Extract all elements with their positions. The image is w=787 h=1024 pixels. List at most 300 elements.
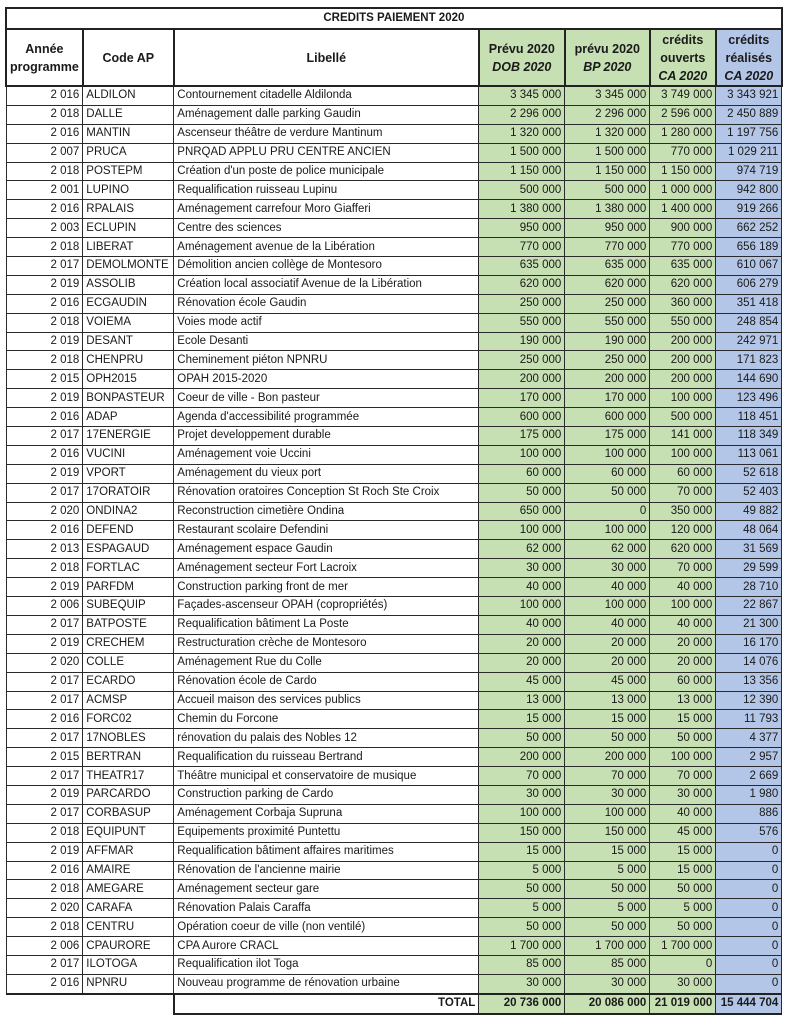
cell-bp: 170 000 [565, 389, 650, 408]
cell-libelle: Restaurant scolaire Defendini [174, 521, 479, 540]
cell-libelle: Ascenseur théâtre de verdure Mantinum [174, 124, 479, 143]
cell-bp: 175 000 [565, 427, 650, 446]
cell-year: 2 017 [6, 804, 83, 823]
header-dob-line1: Prévu 2020 [488, 41, 555, 56]
cell-ouverts: 40 000 [650, 804, 716, 823]
table-row [6, 653, 782, 672]
cell-ouverts: 141 000 [650, 427, 716, 446]
cell-ouverts: 350 000 [650, 502, 716, 521]
cell-ouverts: 13 000 [650, 691, 716, 710]
table-row [6, 974, 782, 993]
table-row [6, 634, 782, 653]
header-dob-line2: DOB 2020 [492, 59, 552, 74]
cell-ouverts: 5 000 [650, 899, 716, 918]
cell-ouverts: 20 000 [650, 653, 716, 672]
cell-year: 2 017 [6, 427, 83, 446]
cell-year: 2 016 [6, 86, 83, 105]
cell-code: DEFEND [83, 521, 174, 540]
cell-ouverts: 500 000 [650, 408, 716, 427]
cell-year: 2 018 [6, 918, 83, 937]
cell-code: EQUIPUNT [83, 823, 174, 842]
cell-bp: 3 345 000 [565, 86, 650, 105]
cell-bp: 250 000 [565, 351, 650, 370]
cell-realises: 3 343 921 [716, 86, 782, 105]
cell-code: CENTRU [83, 918, 174, 937]
table-row [6, 861, 782, 880]
table-row [6, 464, 782, 483]
cell-dob: 100 000 [479, 445, 565, 464]
table-row [6, 143, 782, 162]
cell-code: LIBERAT [83, 238, 174, 257]
cell-dob: 30 000 [479, 974, 565, 993]
cell-realises: 118 349 [716, 427, 782, 446]
cell-code: ESPAGAUD [83, 540, 174, 559]
cell-dob: 770 000 [479, 238, 565, 257]
cell-libelle: Nouveau programme de rénovation urbaine [174, 974, 479, 993]
cell-code: COLLE [83, 653, 174, 672]
header-realises-line3: CA 2020 [724, 68, 774, 83]
cell-code: CORBASUP [83, 804, 174, 823]
cell-libelle: Accueil maison des services publics [174, 691, 479, 710]
cell-libelle: Coeur de ville - Bon pasteur [174, 389, 479, 408]
cell-bp: 5 000 [565, 861, 650, 880]
cell-ouverts: 900 000 [650, 219, 716, 238]
cell-realises: 1 029 211 [716, 143, 782, 162]
cell-year: 2 017 [6, 955, 83, 974]
cell-bp: 1 500 000 [565, 143, 650, 162]
table-row [6, 86, 782, 105]
table-row [6, 389, 782, 408]
cell-ouverts: 360 000 [650, 294, 716, 313]
cell-code: CPAURORE [83, 937, 174, 956]
cell-realises: 0 [716, 880, 782, 899]
table-row [6, 294, 782, 313]
table-row [6, 785, 782, 804]
table-row [6, 275, 782, 294]
cell-ouverts: 100 000 [650, 445, 716, 464]
cell-ouverts: 120 000 [650, 521, 716, 540]
cell-code: BONPASTEUR [83, 389, 174, 408]
header-ouverts-line2: ouverts [660, 50, 706, 65]
credits-table [5, 7, 783, 1015]
header-year-line2: programme [10, 59, 79, 74]
cell-libelle: Requalification ruisseau Lupinu [174, 181, 479, 200]
table-row [6, 615, 782, 634]
cell-libelle: Rénovation Palais Caraffa [174, 899, 479, 918]
cell-realises: 351 418 [716, 294, 782, 313]
cell-libelle: Cheminement piéton NPNRU [174, 351, 479, 370]
cell-code: 17ORATOIR [83, 483, 174, 502]
cell-realises: 12 390 [716, 691, 782, 710]
cell-bp: 15 000 [565, 710, 650, 729]
header-year-line1: Année [25, 41, 64, 56]
cell-year: 2 006 [6, 597, 83, 616]
header-code: Code AP [83, 29, 174, 86]
cell-libelle: Centre des sciences [174, 219, 479, 238]
cell-realises: 0 [716, 899, 782, 918]
cell-ouverts: 60 000 [650, 464, 716, 483]
cell-libelle: CPA Aurore CRACL [174, 937, 479, 956]
cell-realises: 29 599 [716, 559, 782, 578]
cell-ouverts: 1 700 000 [650, 937, 716, 956]
cell-year: 2 019 [6, 578, 83, 597]
cell-libelle: OPAH 2015-2020 [174, 370, 479, 389]
cell-ouverts: 0 [650, 955, 716, 974]
cell-libelle: Contournement citadelle Aldilonda [174, 86, 479, 105]
cell-realises: 0 [716, 842, 782, 861]
cell-bp: 950 000 [565, 219, 650, 238]
cell-ouverts: 15 000 [650, 842, 716, 861]
cell-code: ECLUPIN [83, 219, 174, 238]
cell-libelle: Requalification ilot Toga [174, 955, 479, 974]
cell-libelle: PNRQAD APPLU PRU CENTRE ANCIEN [174, 143, 479, 162]
cell-code: MANTIN [83, 124, 174, 143]
cell-bp: 635 000 [565, 257, 650, 276]
cell-code: OPH2015 [83, 370, 174, 389]
cell-year: 2 015 [6, 748, 83, 767]
cell-code: ECARDO [83, 672, 174, 691]
cell-realises: 0 [716, 974, 782, 993]
table-row [6, 105, 782, 124]
cell-year: 2 020 [6, 899, 83, 918]
cell-dob: 2 296 000 [479, 105, 565, 124]
total-label: TOTAL [174, 994, 479, 1014]
cell-bp: 250 000 [565, 294, 650, 313]
cell-dob: 1 700 000 [479, 937, 565, 956]
cell-ouverts: 620 000 [650, 540, 716, 559]
cell-year: 2 018 [6, 313, 83, 332]
cell-realises: 610 067 [716, 257, 782, 276]
header-row [6, 29, 782, 86]
cell-libelle: Aménagement secteur Fort Lacroix [174, 559, 479, 578]
cell-year: 2 019 [6, 275, 83, 294]
cell-ouverts: 100 000 [650, 597, 716, 616]
cell-code: AFFMAR [83, 842, 174, 861]
cell-libelle: Construction parking de Cardo [174, 785, 479, 804]
cell-year: 2 018 [6, 238, 83, 257]
cell-libelle: Projet developpement durable [174, 427, 479, 446]
cell-bp: 13 000 [565, 691, 650, 710]
cell-dob: 62 000 [479, 540, 565, 559]
header-bp [565, 29, 650, 86]
cell-bp: 1 320 000 [565, 124, 650, 143]
cell-dob: 175 000 [479, 427, 565, 446]
table-row [6, 880, 782, 899]
header-ouverts [650, 29, 716, 86]
cell-realises: 0 [716, 918, 782, 937]
cell-year: 2 006 [6, 937, 83, 956]
cell-dob: 20 000 [479, 653, 565, 672]
cell-ouverts: 100 000 [650, 748, 716, 767]
cell-ouverts: 100 000 [650, 389, 716, 408]
cell-ouverts: 2 596 000 [650, 105, 716, 124]
cell-dob: 60 000 [479, 464, 565, 483]
cell-bp: 30 000 [565, 559, 650, 578]
table-row [6, 767, 782, 786]
cell-code: DESANT [83, 332, 174, 351]
cell-realises: 656 189 [716, 238, 782, 257]
cell-ouverts: 770 000 [650, 238, 716, 257]
cell-ouverts: 30 000 [650, 974, 716, 993]
cell-libelle: Construction parking front de mer [174, 578, 479, 597]
cell-realises: 21 300 [716, 615, 782, 634]
cell-ouverts: 200 000 [650, 351, 716, 370]
table-row [6, 729, 782, 748]
cell-dob: 550 000 [479, 313, 565, 332]
total-realises: 15 444 704 [716, 994, 782, 1014]
cell-ouverts: 550 000 [650, 313, 716, 332]
cell-dob: 1 380 000 [479, 200, 565, 219]
cell-code: FORTLAC [83, 559, 174, 578]
cell-year: 2 016 [6, 124, 83, 143]
cell-code: ADAP [83, 408, 174, 427]
cell-ouverts: 50 000 [650, 880, 716, 899]
cell-ouverts: 620 000 [650, 275, 716, 294]
cell-realises: 576 [716, 823, 782, 842]
cell-bp: 150 000 [565, 823, 650, 842]
cell-bp: 190 000 [565, 332, 650, 351]
cell-libelle: Démolition ancien collège de Montesoro [174, 257, 479, 276]
cell-year: 2 016 [6, 710, 83, 729]
table-row [6, 823, 782, 842]
cell-code: DEMOLMONTE [83, 257, 174, 276]
cell-realises: 886 [716, 804, 782, 823]
cell-realises: 1 980 [716, 785, 782, 804]
cell-dob: 950 000 [479, 219, 565, 238]
cell-realises: 11 793 [716, 710, 782, 729]
cell-code: ACMSP [83, 691, 174, 710]
header-bp-line2: BP 2020 [583, 59, 632, 74]
header-year [6, 29, 83, 86]
cell-dob: 620 000 [479, 275, 565, 294]
cell-dob: 20 000 [479, 634, 565, 653]
cell-realises: 2 957 [716, 748, 782, 767]
cell-bp: 1 700 000 [565, 937, 650, 956]
cell-ouverts: 20 000 [650, 634, 716, 653]
table-row [6, 918, 782, 937]
cell-libelle: Opération coeur de ville (non ventilé) [174, 918, 479, 937]
table-row [6, 804, 782, 823]
table-row [6, 937, 782, 956]
cell-code: FORC02 [83, 710, 174, 729]
cell-code: THEATR17 [83, 767, 174, 786]
cell-bp: 100 000 [565, 597, 650, 616]
cell-year: 2 016 [6, 861, 83, 880]
cell-year: 2 001 [6, 181, 83, 200]
cell-realises: 919 266 [716, 200, 782, 219]
cell-ouverts: 1 400 000 [650, 200, 716, 219]
cell-bp: 50 000 [565, 918, 650, 937]
table-row [6, 691, 782, 710]
cell-code: RPALAIS [83, 200, 174, 219]
cell-code: AMAIRE [83, 861, 174, 880]
cell-bp: 770 000 [565, 238, 650, 257]
cell-bp: 20 000 [565, 634, 650, 653]
cell-dob: 30 000 [479, 785, 565, 804]
cell-dob: 100 000 [479, 804, 565, 823]
cell-ouverts: 40 000 [650, 578, 716, 597]
table-row [6, 955, 782, 974]
cell-bp: 100 000 [565, 521, 650, 540]
cell-code: CARAFA [83, 899, 174, 918]
table-body [6, 86, 782, 994]
cell-bp: 50 000 [565, 729, 650, 748]
header-ouverts-line3: CA 2020 [658, 68, 708, 83]
table-row [6, 559, 782, 578]
cell-ouverts: 3 749 000 [650, 86, 716, 105]
cell-bp: 550 000 [565, 313, 650, 332]
cell-ouverts: 30 000 [650, 785, 716, 804]
header-ouverts-line1: crédits [662, 32, 704, 47]
table-row [6, 313, 782, 332]
cell-libelle: rénovation du palais des Nobles 12 [174, 729, 479, 748]
table-row [6, 445, 782, 464]
cell-dob: 1 150 000 [479, 162, 565, 181]
cell-libelle: Rénovation oratoires Conception St Roch Ste Croix [174, 483, 479, 502]
cell-realises: 0 [716, 861, 782, 880]
cell-realises: 2 669 [716, 767, 782, 786]
cell-year: 2 019 [6, 389, 83, 408]
table-row [6, 162, 782, 181]
cell-bp: 620 000 [565, 275, 650, 294]
header-realises-line2: réalisés [725, 50, 773, 65]
cell-libelle: Aménagement carrefour Moro Giafferi [174, 200, 479, 219]
cell-year: 2 016 [6, 200, 83, 219]
cell-year: 2 018 [6, 162, 83, 181]
table-row [6, 351, 782, 370]
cell-realises: 248 854 [716, 313, 782, 332]
cell-realises: 22 867 [716, 597, 782, 616]
total-bp: 20 086 000 [565, 994, 650, 1014]
cell-libelle: Façades-ascenseur OPAH (copropriétés) [174, 597, 479, 616]
cell-dob: 5 000 [479, 861, 565, 880]
table-row [6, 748, 782, 767]
cell-code: ECGAUDIN [83, 294, 174, 313]
cell-libelle: Aménagement du vieux port [174, 464, 479, 483]
cell-realises: 2 450 889 [716, 105, 782, 124]
cell-libelle: Voies mode actif [174, 313, 479, 332]
cell-libelle: Rénovation école de Cardo [174, 672, 479, 691]
cell-dob: 100 000 [479, 597, 565, 616]
cell-year: 2 017 [6, 615, 83, 634]
cell-dob: 15 000 [479, 842, 565, 861]
header-bp-line1: prévu 2020 [574, 41, 640, 56]
cell-dob: 170 000 [479, 389, 565, 408]
cell-libelle: Restructuration crèche de Montesoro [174, 634, 479, 653]
table-row [6, 332, 782, 351]
cell-dob: 30 000 [479, 559, 565, 578]
header-realises [716, 29, 782, 86]
cell-code: SUBEQUIP [83, 597, 174, 616]
cell-ouverts: 40 000 [650, 615, 716, 634]
cell-bp: 200 000 [565, 370, 650, 389]
cell-bp: 5 000 [565, 899, 650, 918]
cell-realises: 31 569 [716, 540, 782, 559]
cell-bp: 1 150 000 [565, 162, 650, 181]
cell-bp: 200 000 [565, 748, 650, 767]
total-ouverts: 21 019 000 [650, 994, 716, 1014]
table-row [6, 124, 782, 143]
cell-dob: 50 000 [479, 729, 565, 748]
cell-libelle: Reconstruction cimetière Ondina [174, 502, 479, 521]
cell-dob: 635 000 [479, 257, 565, 276]
cell-code: PRUCA [83, 143, 174, 162]
cell-year: 2 016 [6, 974, 83, 993]
cell-bp: 0 [565, 502, 650, 521]
cell-dob: 250 000 [479, 351, 565, 370]
cell-realises: 13 356 [716, 672, 782, 691]
header-realises-line1: crédits [728, 32, 770, 47]
cell-libelle: Aménagement Rue du Colle [174, 653, 479, 672]
table-row [6, 710, 782, 729]
table-row [6, 578, 782, 597]
cell-year: 2 018 [6, 559, 83, 578]
cell-year: 2 019 [6, 842, 83, 861]
cell-bp: 45 000 [565, 672, 650, 691]
cell-realises: 1 197 756 [716, 124, 782, 143]
cell-realises: 0 [716, 955, 782, 974]
cell-year: 2 019 [6, 464, 83, 483]
cell-bp: 40 000 [565, 615, 650, 634]
cell-dob: 50 000 [479, 918, 565, 937]
cell-bp: 50 000 [565, 483, 650, 502]
cell-year: 2 016 [6, 408, 83, 427]
cell-bp: 20 000 [565, 653, 650, 672]
cell-code: VPORT [83, 464, 174, 483]
cell-realises: 123 496 [716, 389, 782, 408]
cell-bp: 100 000 [565, 445, 650, 464]
cell-realises: 974 719 [716, 162, 782, 181]
cell-realises: 0 [716, 937, 782, 956]
table-row [6, 370, 782, 389]
cell-libelle: Aménagement espace Gaudin [174, 540, 479, 559]
table-row [6, 427, 782, 446]
cell-code: NPNRU [83, 974, 174, 993]
cell-code: VUCINI [83, 445, 174, 464]
cell-libelle: Requalification bâtiment affaires maritimes [174, 842, 479, 861]
cell-libelle: Rénovation école Gaudin [174, 294, 479, 313]
cell-year: 2 019 [6, 634, 83, 653]
cell-realises: 4 377 [716, 729, 782, 748]
cell-libelle: Chemin du Forcone [174, 710, 479, 729]
cell-bp: 30 000 [565, 974, 650, 993]
cell-code: DALLE [83, 105, 174, 124]
table-row [6, 842, 782, 861]
cell-realises: 28 710 [716, 578, 782, 597]
cell-bp: 100 000 [565, 804, 650, 823]
cell-realises: 242 971 [716, 332, 782, 351]
cell-realises: 662 252 [716, 219, 782, 238]
cell-dob: 500 000 [479, 181, 565, 200]
cell-ouverts: 50 000 [650, 918, 716, 937]
cell-dob: 250 000 [479, 294, 565, 313]
cell-bp: 70 000 [565, 767, 650, 786]
cell-code: PARFDM [83, 578, 174, 597]
cell-bp: 2 296 000 [565, 105, 650, 124]
cell-ouverts: 200 000 [650, 370, 716, 389]
cell-ouverts: 635 000 [650, 257, 716, 276]
cell-realises: 606 279 [716, 275, 782, 294]
cell-ouverts: 50 000 [650, 729, 716, 748]
cell-code: 17NOBLES [83, 729, 174, 748]
cell-dob: 13 000 [479, 691, 565, 710]
table-row [6, 257, 782, 276]
cell-realises: 113 061 [716, 445, 782, 464]
cell-code: BERTRAN [83, 748, 174, 767]
table-row [6, 238, 782, 257]
cell-bp: 500 000 [565, 181, 650, 200]
cell-dob: 190 000 [479, 332, 565, 351]
